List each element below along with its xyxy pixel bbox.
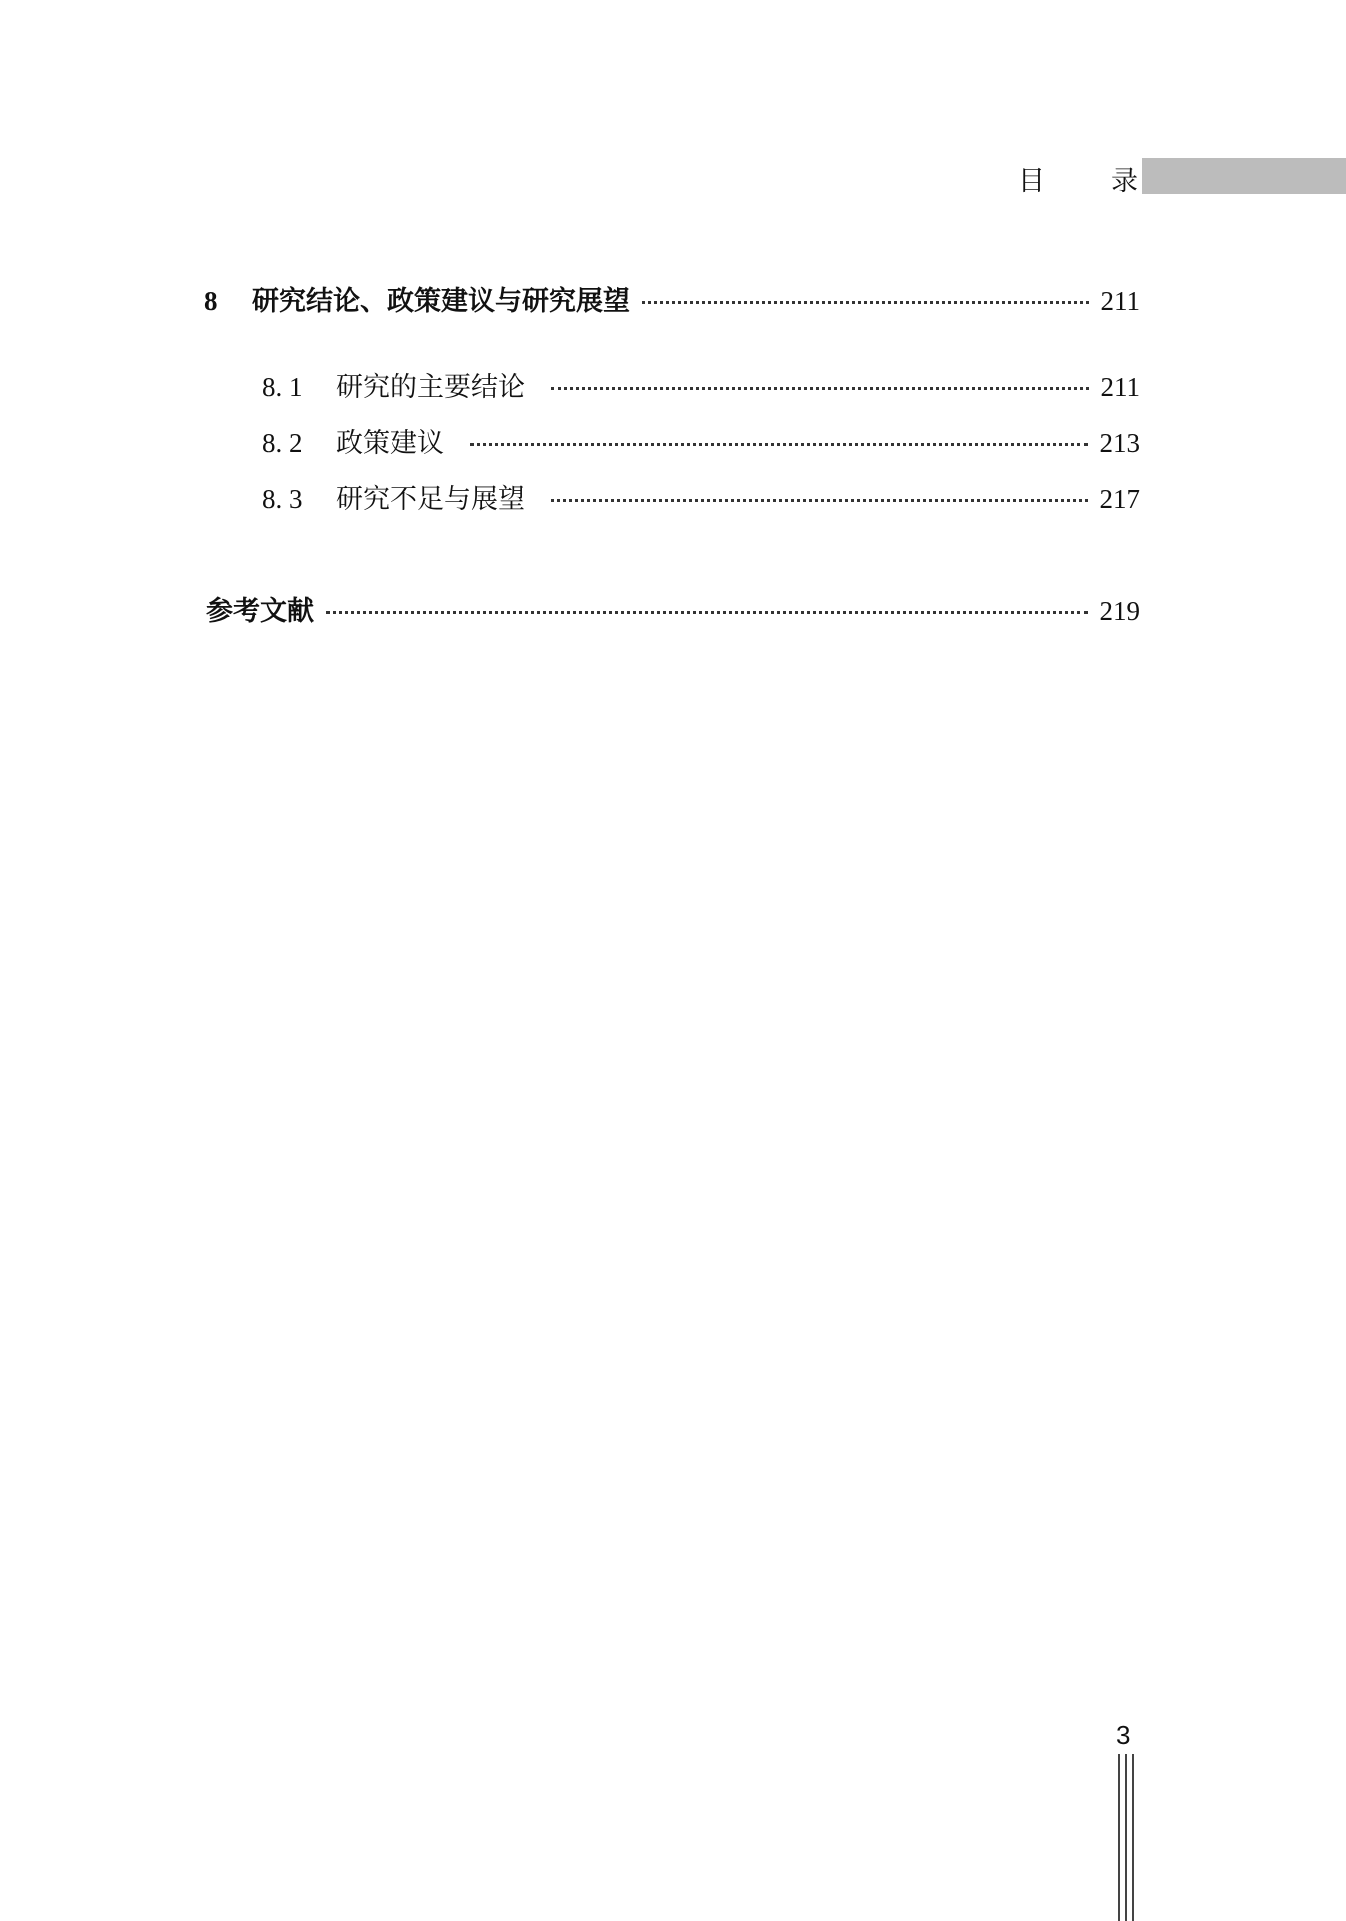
section-number: 8. 3 [262,484,303,514]
toc-chapter-entry[interactable] [204,288,1140,315]
toc-references-entry[interactable] [206,598,1140,625]
toc-section-entry[interactable] [262,430,1140,457]
section-title: 政策建议 [336,428,444,459]
edge-line [1132,1754,1134,1921]
chapter-number: 8 [204,286,218,316]
dot-leader [326,611,1088,614]
dot-leader [551,499,1088,502]
dot-leader [551,387,1089,390]
section-page-number: 211 [1100,372,1140,402]
chapter-page-number: 211 [1100,286,1140,316]
toc-section-entry[interactable] [262,374,1140,401]
chapter-title: 研究结论、政策建议与研究展望 [252,286,630,317]
section-title: 研究不足与展望 [336,484,525,515]
dot-leader [642,301,1089,304]
header-title-char-1: 目 [1018,165,1045,197]
edge-line [1118,1754,1120,1921]
references-page-number: 219 [1099,596,1140,626]
section-number: 8. 1 [262,372,303,402]
references-title: 参考文献 [206,596,314,627]
header-title-char-2: 录 [1111,165,1138,197]
dot-leader [470,443,1088,446]
section-title: 研究的主要结论 [336,372,525,403]
page-edge-lines [1116,1754,1138,1921]
section-page-number: 217 [1099,484,1140,514]
section-page-number: 213 [1099,428,1140,458]
edge-line [1125,1754,1127,1921]
running-header-title [1018,158,1138,198]
page-number: 3 [1116,1720,1131,1750]
toc-section-entry[interactable] [262,486,1140,513]
section-number: 8. 2 [262,428,303,458]
header-gray-tab [1142,158,1346,194]
